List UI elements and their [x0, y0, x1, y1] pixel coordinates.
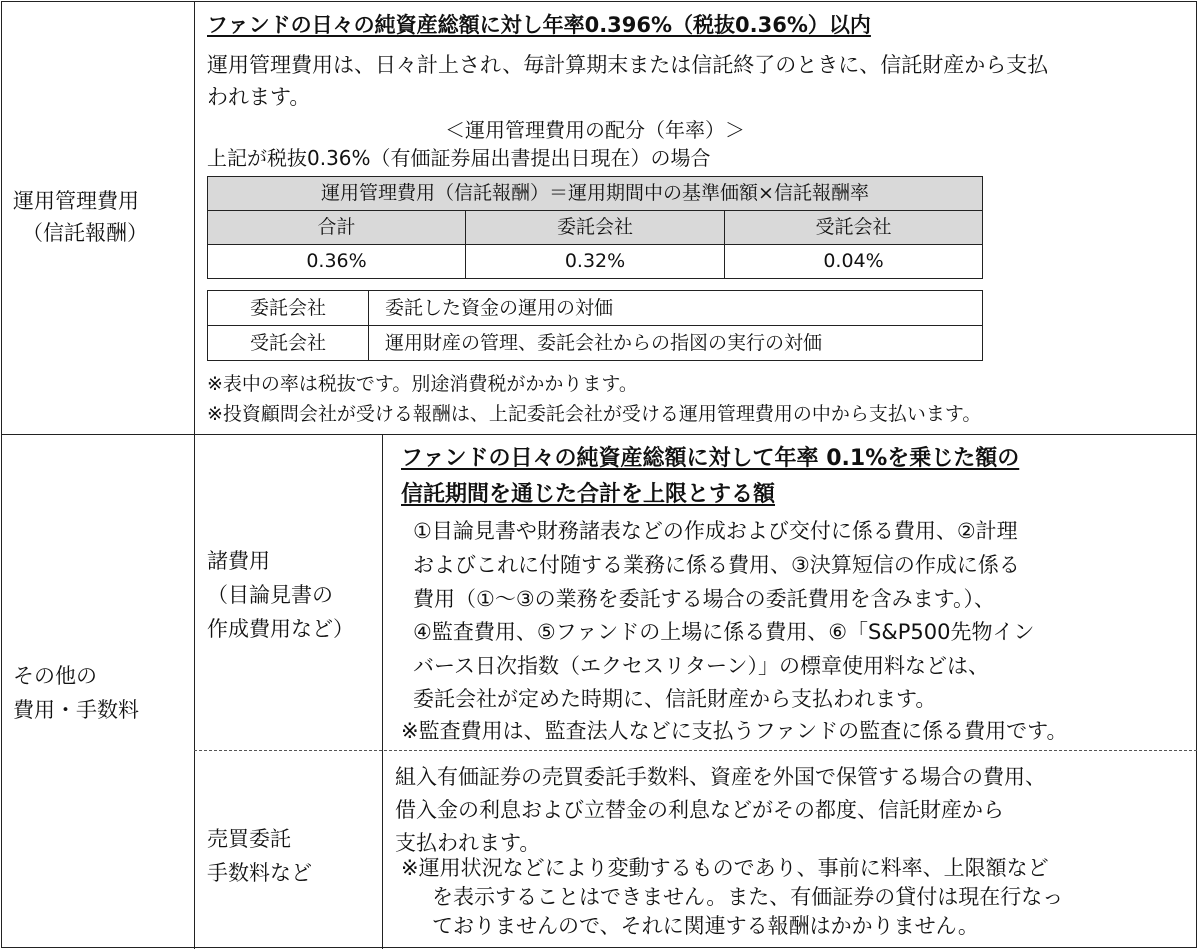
misc-label-line3: 作成費用など）	[207, 617, 354, 641]
commission-note-line: を表示することはできません。また、有価証券の貸付は現在行なっ	[432, 885, 1064, 909]
table-row	[208, 291, 983, 326]
column-divider-sub	[382, 434, 383, 949]
rate-header-trustee: 受託会社	[725, 211, 983, 245]
commission-note-line: ※運用状況などにより変動するものであり、事前に料率、上限額など	[401, 856, 1049, 880]
rate-header-trustor: 委託会社	[466, 211, 725, 245]
rate-value-trustee: 0.04%	[725, 245, 983, 279]
misc-body-line: およびこれに付随する業務に係る費用、③決算短信の作成に係る	[413, 553, 1020, 577]
misc-heading-line1: ファンドの日々の純資産総額に対して年率 0.1%を乗じた額の	[401, 446, 1020, 471]
section2-label-line1: その他の	[13, 664, 97, 688]
rate-header-total: 合計	[208, 211, 466, 245]
section1-footnote1: ※表中の率は税抜です。別途消費税がかかります。	[207, 373, 638, 395]
misc-body-line: ④監査費用、⑤ファンドの上場に係る費用、⑥「S&P500先物イン	[413, 620, 1035, 644]
rate-value-total: 0.36%	[208, 245, 466, 279]
misc-body-line: ①目論見書や財務諸表などの作成および交付に係る費用、②計理	[413, 519, 1018, 543]
row-divider	[1, 434, 1197, 435]
commission-label-line2: 手数料など	[207, 861, 312, 885]
misc-note: ※監査費用は、監査法人などに支払うファンドの監査に係る費用です。	[401, 719, 1068, 743]
commission-body-line: 支払われます。	[395, 831, 541, 855]
section1-footnote2: ※投資顧問会社が受ける報酬は、上記委託会社が受ける運用管理費用の中から支払います。	[207, 403, 982, 425]
commission-body-line: 組入有価証券の売買委託手数料、資産を外国で保管する場合の費用、	[395, 765, 1046, 789]
role-desc: 運用財産の管理、委託会社からの指図の実行の対価	[369, 326, 983, 361]
section1-heading: ファンドの日々の純資産総額に対し年率0.396%（税抜0.36%）以内	[207, 13, 871, 37]
misc-label-line2: （目論見書の	[207, 583, 333, 607]
section2-label-line2: 費用・手数料	[13, 698, 139, 722]
commission-note-line: ておりませんので、それに関連する報酬はかかりません。	[432, 914, 979, 938]
section1-label-line1: 運用管理費用	[13, 189, 139, 213]
table-row	[208, 326, 983, 361]
misc-label-line1: 諸費用	[207, 549, 270, 573]
misc-body-line: バース日次指数（エクセスリターン）」の標章使用料などは、	[413, 654, 990, 678]
section1-desc-line1: 運用管理費用は、日々計上され、毎計算期末または信託終了のときに、信託財産から支払	[207, 53, 1049, 77]
commission-body-line: 借入金の利息および立替金の利息などがその都度、信託財産から	[395, 798, 1004, 822]
rate-table	[207, 176, 983, 279]
distribution-note: 上記が税抜0.36%（有価証券届出書提出日現在）の場合	[207, 146, 711, 170]
role-party: 委託会社	[208, 291, 369, 326]
section1-desc-line2: われます。	[207, 85, 311, 109]
commission-label-line1: 売買委託	[207, 827, 291, 851]
role-desc: 委託した資金の運用の対価	[369, 291, 983, 326]
roles-table	[207, 290, 983, 361]
role-party: 受託会社	[208, 326, 369, 361]
misc-body-line: 委託会社が定めた時期に、信託財産から支払われます。	[413, 687, 937, 711]
distribution-title: ＜運用管理費用の配分（年率）＞	[445, 118, 745, 142]
column-divider-main	[194, 1, 195, 949]
rate-formula: 運用管理費用（信託報酬）＝運用期間中の基準価額×信託報酬率	[208, 177, 983, 211]
misc-body-line: 費用（①～③の業務を委託する場合の委託費用を含みます。）、	[413, 587, 995, 611]
misc-heading-line2: 信託期間を通じた合計を上限とする額	[401, 482, 776, 507]
sub-row-divider	[194, 750, 1197, 751]
section1-label-line2: （信託報酬）	[22, 221, 148, 245]
rate-value-trustor: 0.32%	[466, 245, 725, 279]
